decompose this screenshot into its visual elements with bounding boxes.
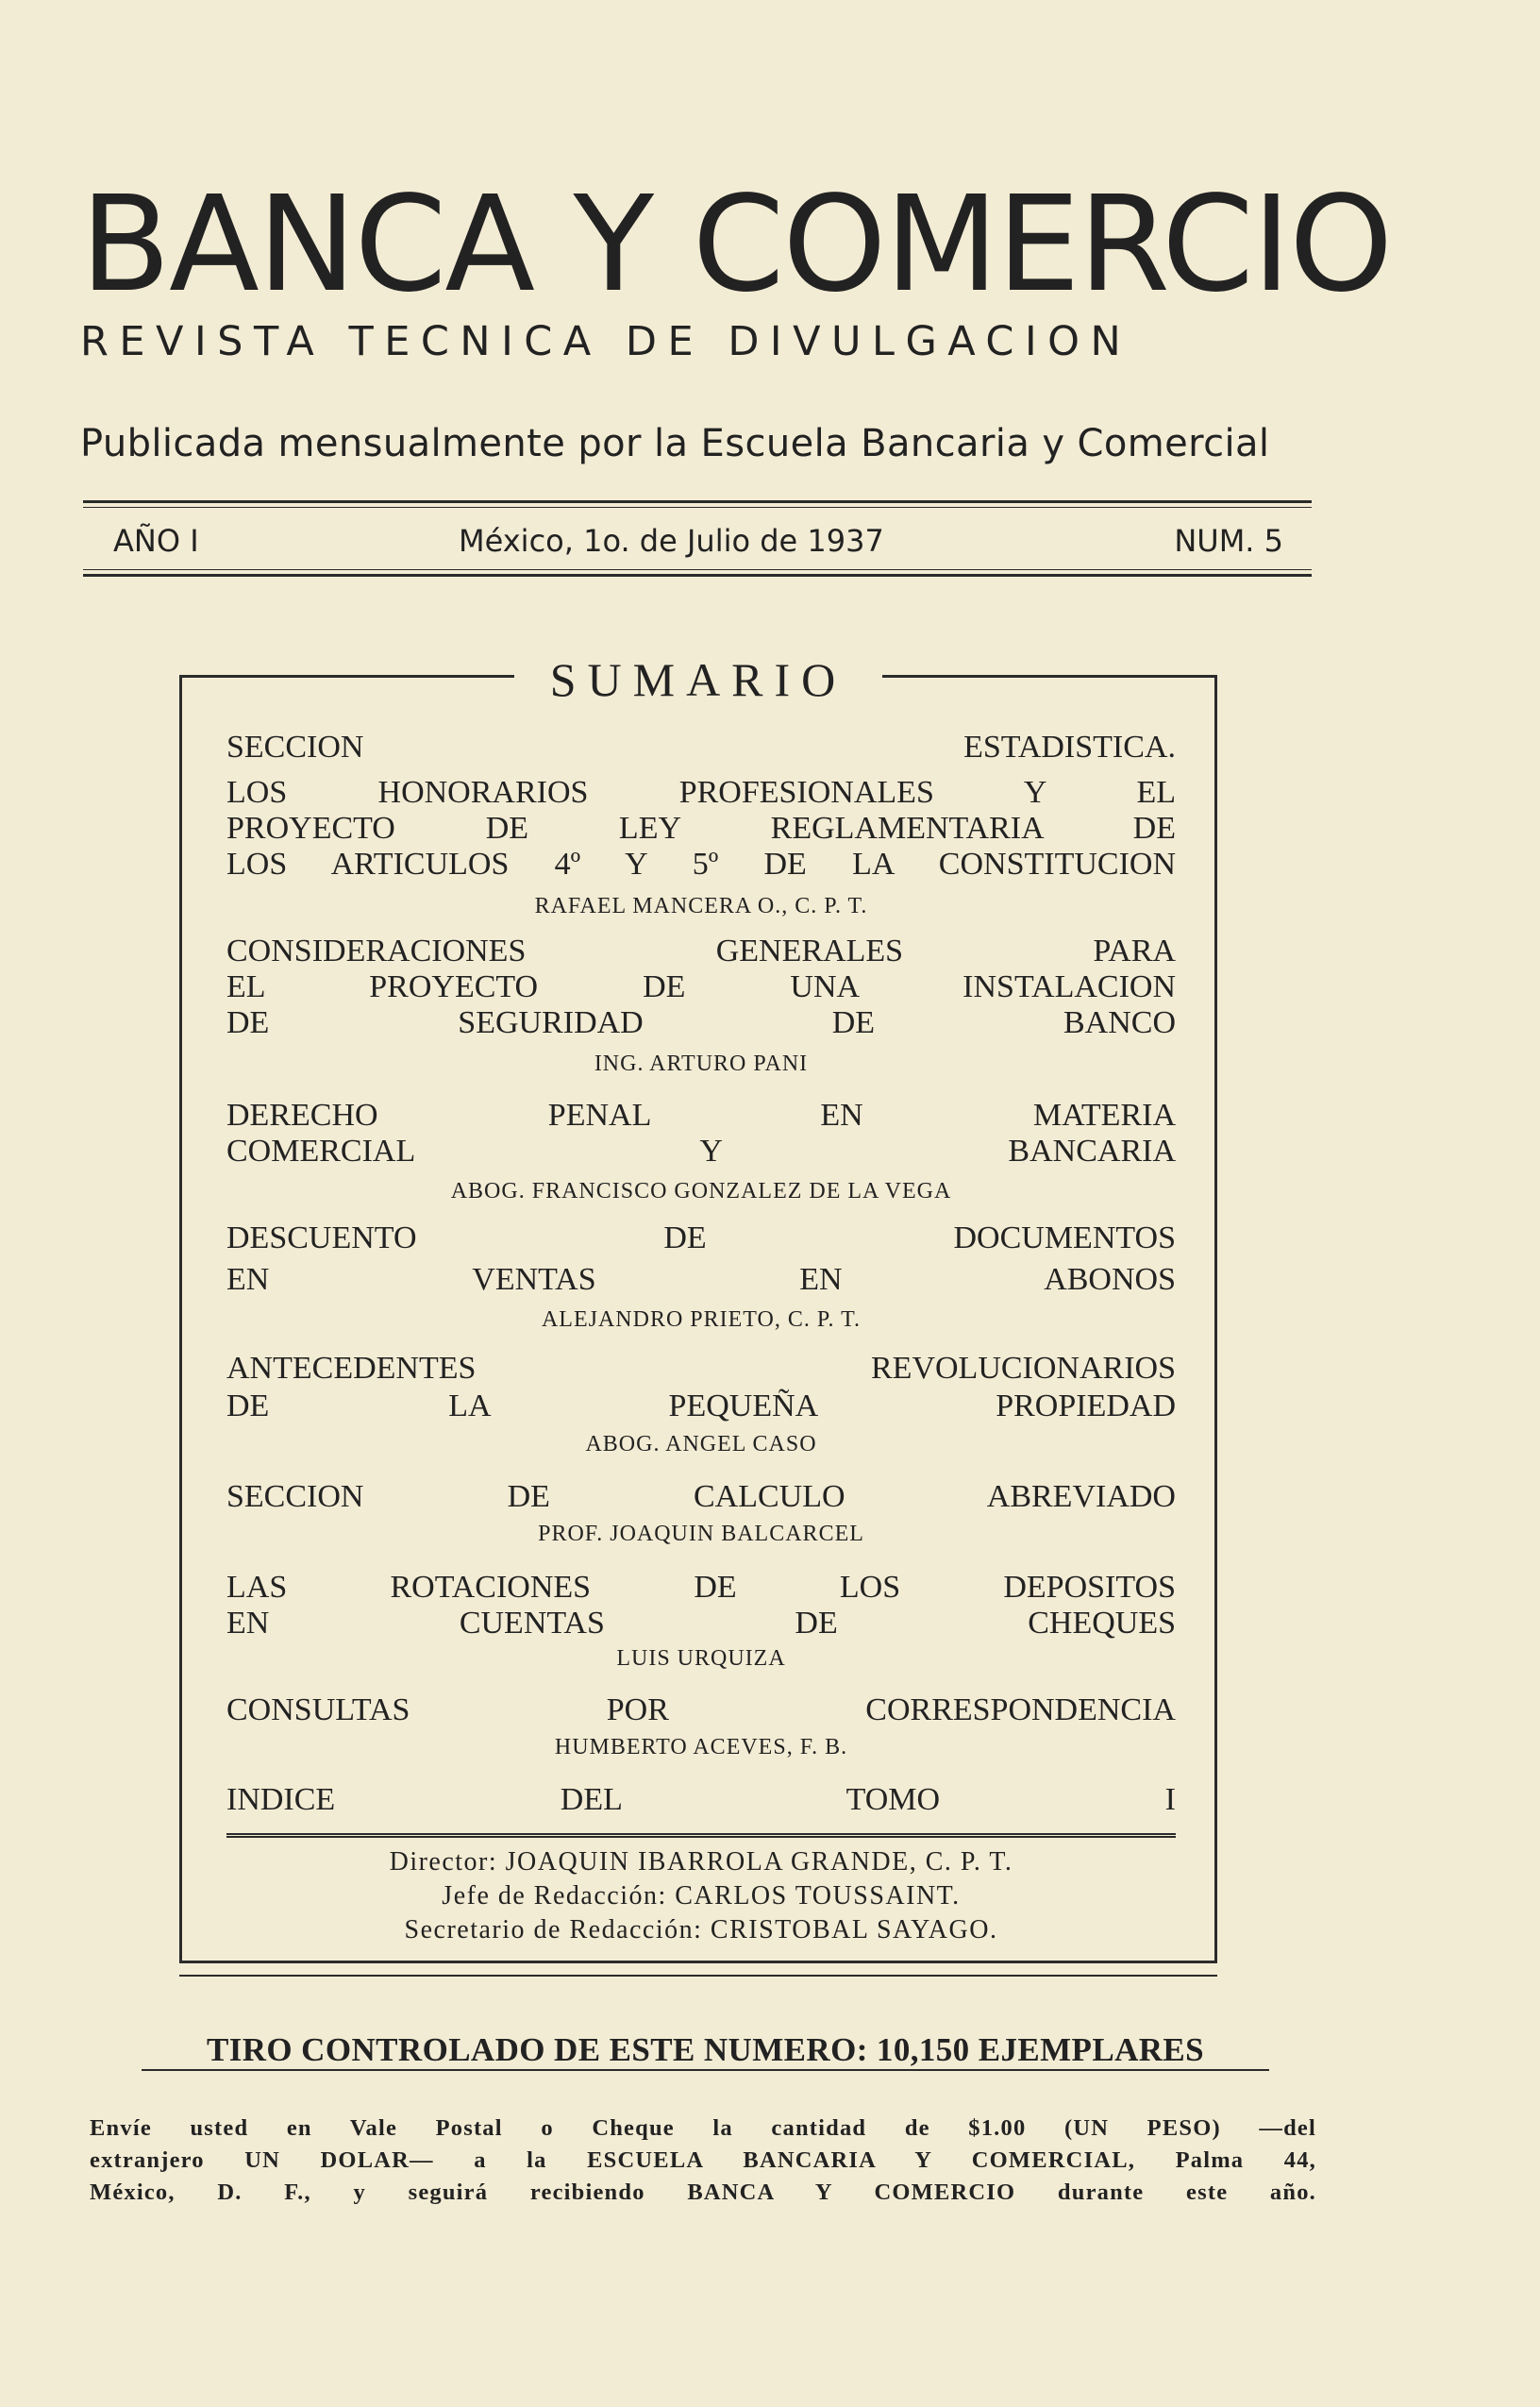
toc-entry-title: LOS ARTICULOS 4º Y 5º DE LA CONSTITUCION [226,847,1176,882]
staff-director: Director: JOAQUIN IBARROLA GRANDE, C. P. T. [389,1847,1013,1877]
toc-entry-title: COMERCIAL Y BANCARIA [226,1134,1176,1169]
toc-entry-title: PROYECTO DE LEY REGLAMENTARIA DE [226,811,1176,846]
toc-entry-author: PROF. JOAQUIN BALCARCEL [538,1522,864,1546]
toc-entry-author: ALEJANDRO PRIETO, C. P. T. [541,1307,862,1332]
toc-entry-author: RAFAEL MANCERA O., C. P. T. [534,894,868,918]
toc-entry-title: DE LA PEQUEÑA PROPIEDAD [226,1389,1176,1423]
staff-secretary: Secretario de Redacción: CRISTOBAL SAYAGO. [404,1915,998,1944]
issue-rule-top [83,500,1312,503]
issue-rule-top-thin [83,507,1312,508]
issue-rule-bottom [83,574,1312,577]
toc-entry-title: EN CUENTAS DE CHEQUES [226,1606,1176,1641]
magazine-title: BANCA Y COMERCIO [80,168,1392,322]
toc-entry-title: INDICE DEL TOMO I [226,1782,1176,1817]
staff-editor: Jefe de Redacción: CARLOS TOUSSAINT. [442,1881,961,1910]
staff-divider [226,1833,1176,1838]
toc-entry-title: EN VENTAS EN ABONOS [226,1262,1176,1297]
toc-entry-title: SECCION DE CALCULO ABREVIADO [226,1479,1176,1514]
subscription-notice-line: extranjero UN DOLAR— a la ESCUELA BANCARIA Y COMERCIAL, Palma 44, [90,2147,1316,2173]
toc-entry-title: CONSULTAS POR CORRESPONDENCIA [226,1692,1176,1727]
toc-entry-author: LUIS URQUIZA [616,1646,786,1671]
issue-number: NUM. 5 [1174,523,1283,559]
toc-entry-author: HUMBERTO ACEVES, F. B. [554,1735,848,1759]
toc-entry-title: ANTECEDENTES REVOLUCIONARIOS [226,1351,1176,1386]
toc-entry-title: DE SEGURIDAD DE BANCO [226,1005,1176,1040]
toc-entry-author: ABOG. FRANCISCO GONZALEZ DE LA VEGA [450,1179,952,1204]
subscription-notice-line: México, D. F., y seguirá recibiendo BANCA Y COMERCIO durante este año. [90,2180,1316,2205]
issue-date: México, 1o. de Julio de 1937 [459,523,884,559]
issue-year: AÑO I [113,523,199,559]
summary-heading: SUMARIO [514,651,882,708]
toc-entry-title: EL PROYECTO DE UNA INSTALACION [226,969,1176,1004]
toc-entry-title: CONSIDERACIONES GENERALES PARA [226,934,1176,968]
summary-box-bottom-rule [179,1975,1217,1977]
publisher-line: Publicada mensualmente por la Escuela Bancaria y Comercial [80,422,1270,465]
magazine-subtitle: REVISTA TECNICA DE DIVULGACION [80,318,1132,365]
issue-rule-bottom-thin [83,569,1312,570]
circulation-note: TIRO CONTROLADO DE ESTE NUMERO: 10,150 EJEMPLARES [206,2031,1205,2068]
toc-entry-author: ABOG. ANGEL CASO [585,1432,817,1456]
toc-entry-title: DESCUENTO DE DOCUMENTOS [226,1220,1176,1255]
toc-entry-title: SECCION ESTADISTICA. [226,730,1176,765]
subscription-notice-line: Envíe usted en Vale Postal o Cheque la cantidad de $1.00 (UN PESO) —del [90,2115,1316,2141]
toc-entry-author: ING. ARTURO PANI [594,1052,809,1076]
circulation-underline [142,2069,1269,2071]
toc-entry-title: LAS ROTACIONES DE LOS DEPOSITOS [226,1570,1176,1605]
issue-info-bar [83,517,1312,564]
toc-entry-title: LOS HONORARIOS PROFESIONALES Y EL [226,775,1176,810]
toc-entry-title: DERECHO PENAL EN MATERIA [226,1098,1176,1133]
